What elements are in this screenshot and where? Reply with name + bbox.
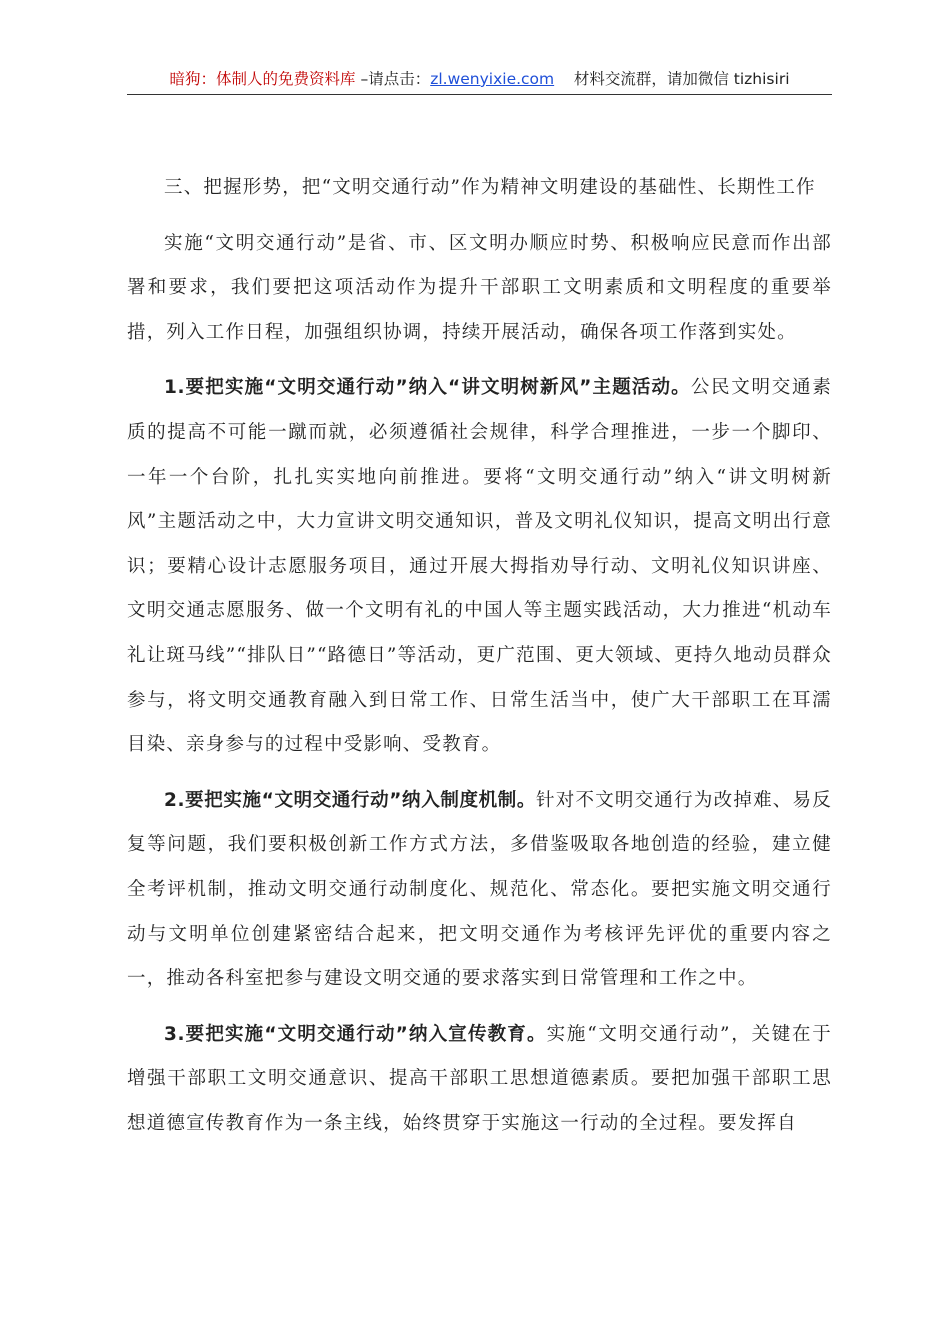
header-wechat-text: 材料交流群，请加微信 tizhisiri: [573, 70, 790, 88]
item-heading-3: 3.要把实施“文明交通行动”纳入宣传教育。: [164, 1023, 547, 1045]
header-wechat-note: [554, 70, 789, 88]
item-paragraph-3: [127, 1013, 832, 1147]
item-paragraph-1: [127, 366, 832, 767]
item-body-3: 实施“文明交通行动”，关键在于增强干部职工文明交通意识、提高干部职工思想道德素质。要把加强干部职工思想道德宣传教育作为一条主线，始终贯穿于实施这一行动的全过程。要发挥自: [127, 1023, 832, 1134]
item-paragraph-2: [127, 779, 832, 1002]
item-body-1: 公民文明交通素质的提高不可能一蹴而就，必须遵循社会规律，科学合理推进，一步一个脚印、一年一个台阶，扎扎实实地向前推进。要将“文明交通行动”纳入“讲文明树新风”主题活动之中，大力宣讲文明交通知识，普及文明礼仪知识，提高文明出行意识；要精心设计志愿服务项目，通过开展大拇指劝导行动、文明礼仪知识讲座、文明交通志愿服务、做一个文明有礼的中国人等主题实践活动，大力推进“机动车礼让斑马线”“排队日”“路德日”等活动，更广范围、更大领域、更持久地动员群众参与，将文明交通教育融入到日常工作、日常生活当中，使广大干部职工在耳濡目染、亲身参与的过程中受影响、受教育。: [127, 377, 833, 756]
item-heading-1: 1.要把实施“文明交通行动”纳入“讲文明树新风”主题活动。: [164, 377, 691, 399]
intro-paragraph: 实施“文明交通行动”是省、市、区文明办顺应时势、积极响应民意而作出部署和要求，我们要把这项活动作为提升干部职工文明素质和文明程度的重要举措，列入工作日程，加强组织协调，持续开展活动，确保各项工作落到实处。: [127, 232, 832, 343]
page-header: [127, 68, 832, 95]
document-body: [127, 166, 832, 1146]
item-body-2: 针对不文明交通行为改掉难、易反复等问题，我们要积极创新工作方式方法，多借鉴吸取各地创造的经验，建立健全考评机制，推动文明交通行动制度化、规范化、常态化。要把实施文明交通行动与文明单位创建紧密结合起来，把文明交通作为考核评先评优的重要内容之一，推动各科室把参与建设文明交通的要求落实到日常管理和工作之中。: [127, 789, 832, 990]
header-click-prompt: –请点击：: [355, 70, 431, 88]
item-heading-2: 2.要把实施“文明交通行动”纳入制度机制。: [164, 789, 536, 811]
header-title: 暗狗：体制人的免费资料库: [169, 70, 356, 88]
section-title: 三、把握形势，把“文明交通行动”作为精神文明建设的基础性、长期性工作: [164, 177, 816, 198]
header-link[interactable]: zl.wenyixie.com: [430, 70, 555, 88]
